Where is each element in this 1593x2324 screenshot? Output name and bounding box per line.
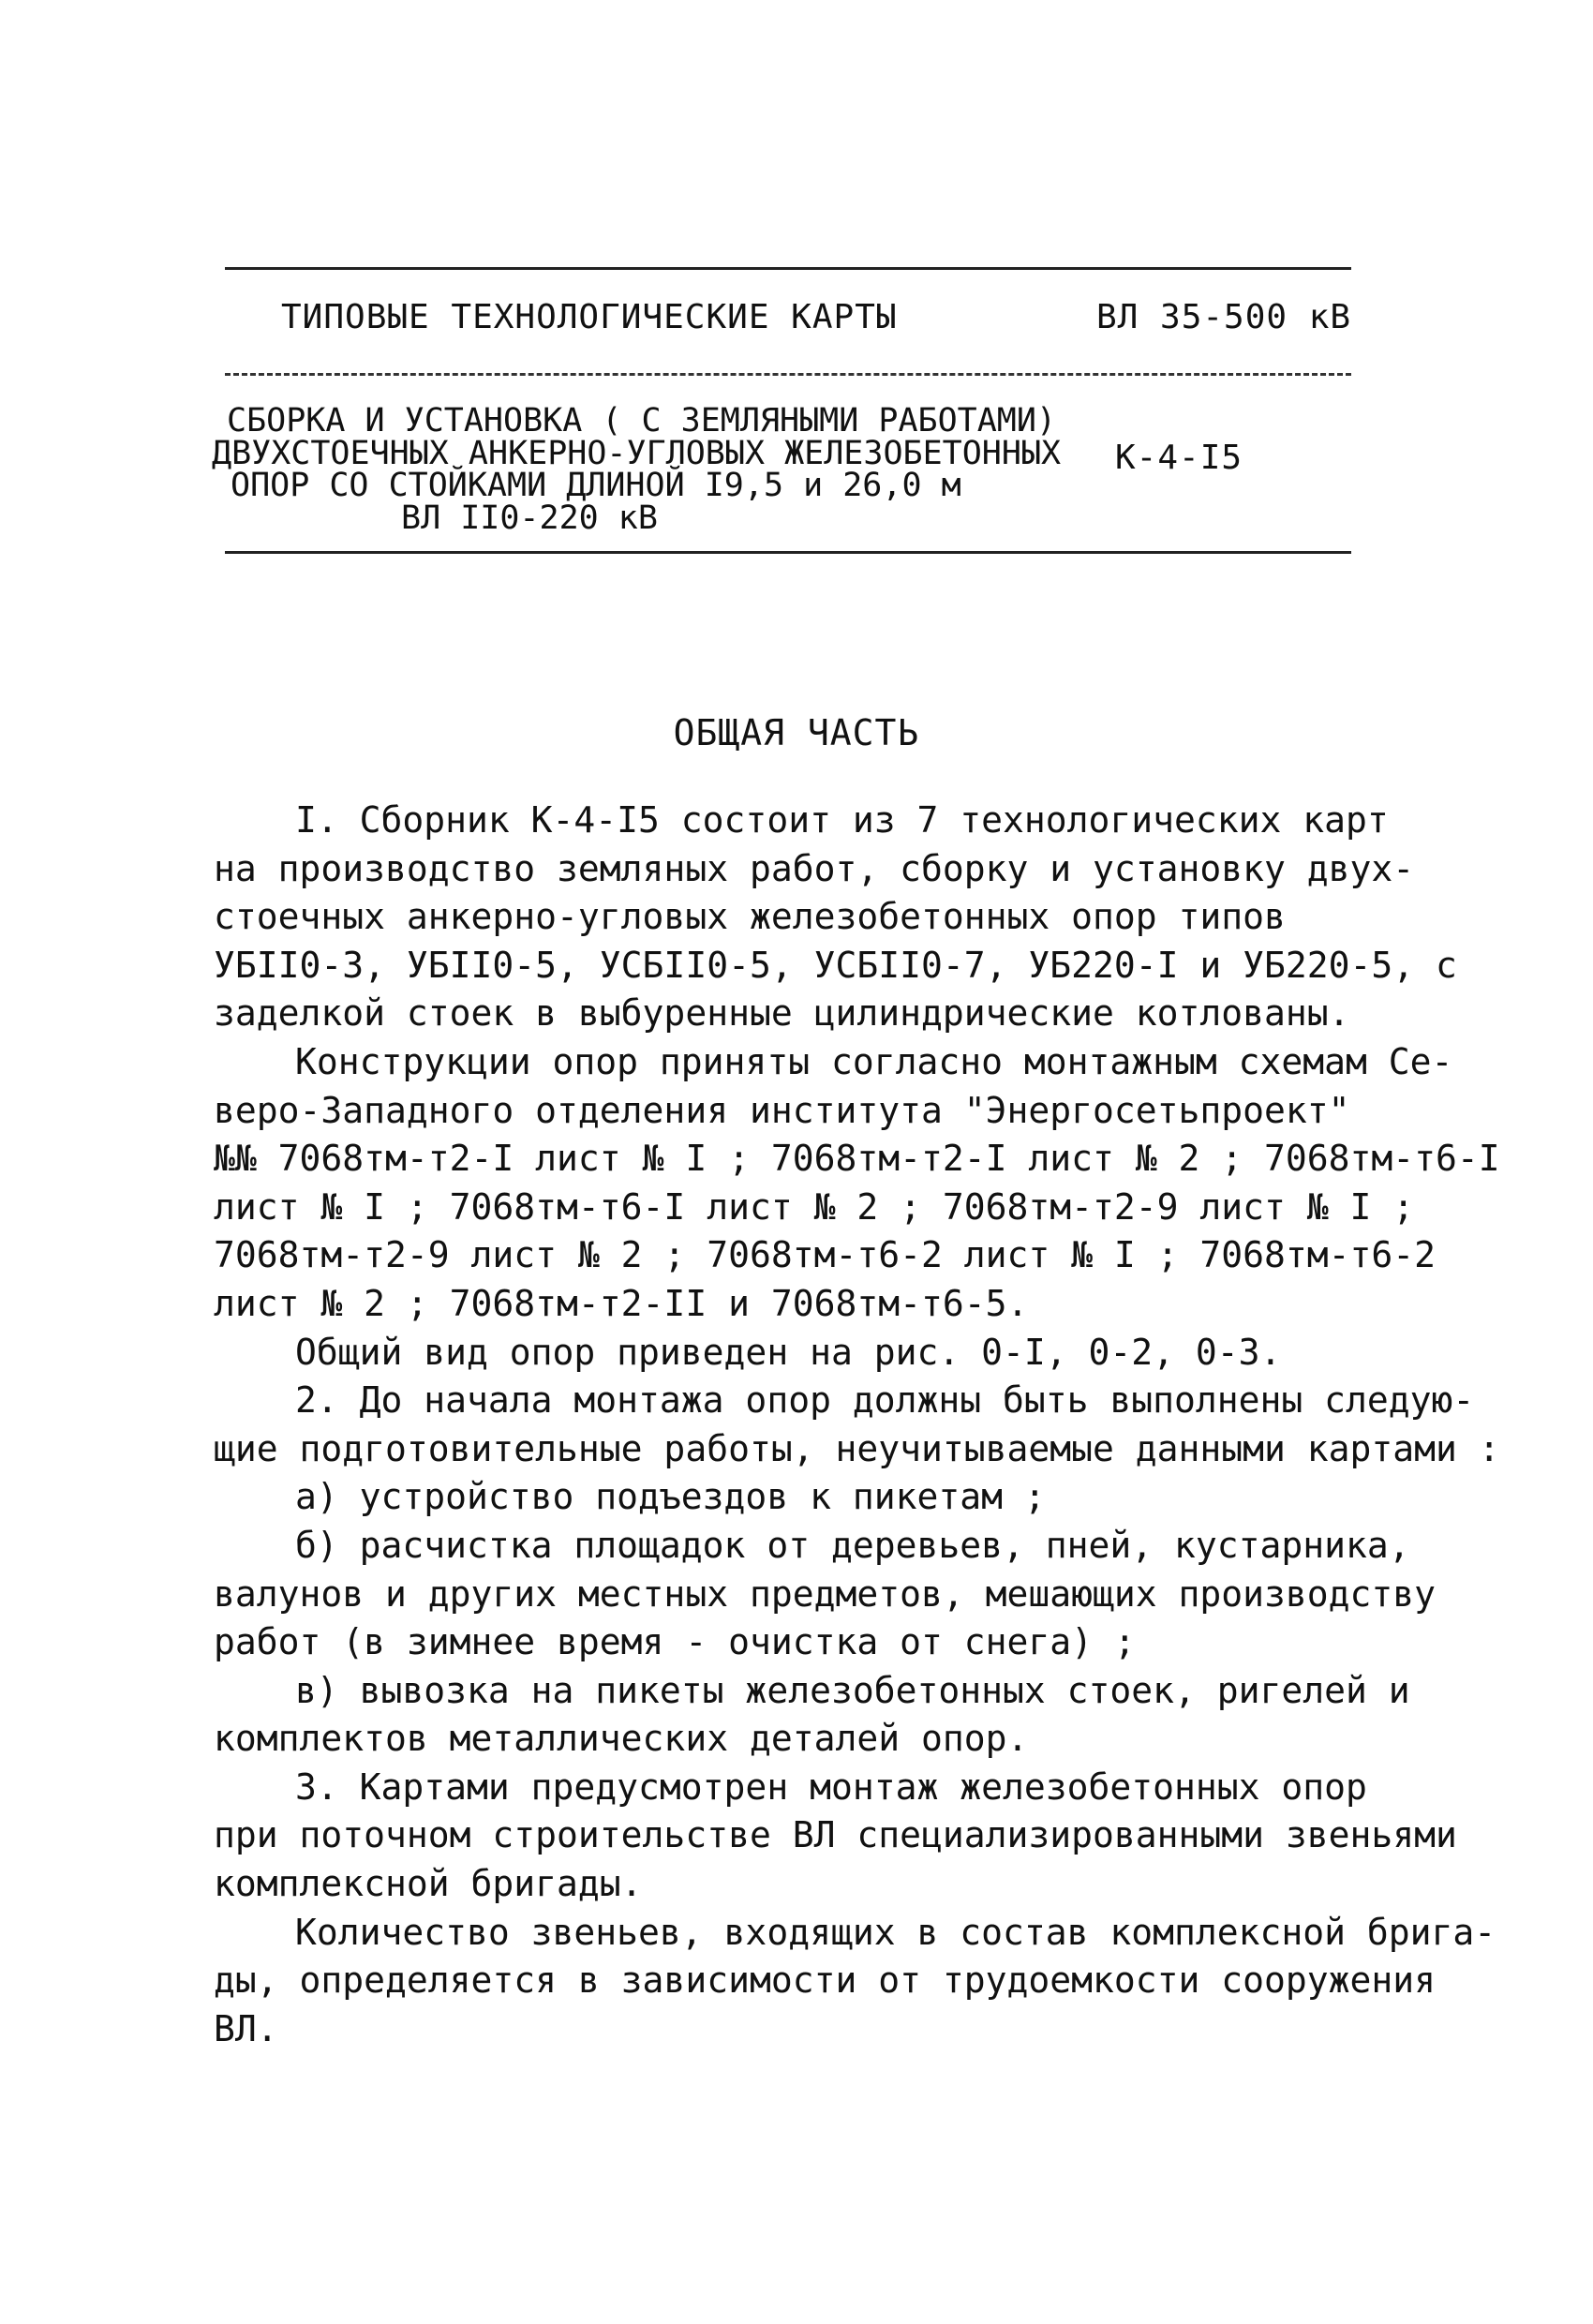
body-line: при поточном строительстве ВЛ специализированными звеньями — [214, 1814, 1457, 1856]
body-line: Конструкции опор приняты согласно монтажным схемам Се- — [295, 1040, 1453, 1082]
body-line: на производство земляных работ, сборку и установку двух- — [214, 847, 1415, 889]
title-line-3: ОПОР СО СТОЙКАМИ ДЛИНОЙ I9,5 и 26,0 м — [231, 467, 961, 504]
title-rule — [225, 551, 1351, 554]
body-line: ды, определяется в зависимости от трудоемкости сооружения — [214, 1959, 1437, 2002]
body-line: комплексной бригады. — [214, 1863, 643, 1905]
body-line: Общий вид опор приведен на рис. 0-I, 0-2, 0-3. — [295, 1331, 1282, 1373]
body-line: валунов и других местных предметов, мешающих производству — [214, 1572, 1437, 1615]
body-line: щие подготовительные работы, неучитываемые данными картами : — [214, 1427, 1500, 1469]
body-line: веро-Западного отделения института "Энергосетьпроект" — [214, 1089, 1350, 1131]
body-text — [214, 797, 1500, 2053]
header-right: ВЛ 35-500 кВ — [1096, 298, 1352, 336]
body-line: лист № I ; 7068тм-т6-I лист № 2 ; 7068тм-т2-9 лист № I ; — [214, 1185, 1415, 1228]
body-line: комплектов металлических деталей опор. — [214, 1718, 1029, 1760]
doc-code: К-4-I5 — [1115, 439, 1243, 477]
body-line: УБII0-3, УБII0-5, УСБII0-5, УСБII0-7, УБ220-I и УБ220-5, с — [214, 944, 1457, 986]
body-line: 2. До начала монтажа опор должны быть выполнены следую- — [295, 1379, 1475, 1422]
body-line: I. Сборник К-4-I5 состоит из 7 технологических карт — [295, 799, 1389, 841]
body-line: ВЛ. — [214, 2007, 278, 2049]
body-line: 7068тм-т2-9 лист № 2 ; 7068тм-т6-2 лист № I ; 7068тм-т6-2 — [214, 1234, 1437, 1276]
body-line: заделкой стоек в выбуренные цилиндрические котлованы. — [214, 992, 1350, 1035]
header-rule — [225, 373, 1351, 376]
body-line: в) вывозка на пикеты железобетонных стоек, ригелей и — [295, 1669, 1410, 1711]
title-line-4: ВЛ II0-220 кВ — [401, 499, 658, 537]
body-line: Количество звеньев, входящих в состав комплексной брига- — [295, 1911, 1496, 1953]
body-line: №№ 7068тм-т2-I лист № I ; 7068тм-т2-I лист № 2 ; 7068тм-т6-I — [214, 1138, 1500, 1180]
title-line-2: ДВУХСТОЕЧНЫХ АНКЕРНО-УГЛОВЫХ ЖЕЛЕЗОБЕТОННЫХ — [212, 435, 1062, 472]
body-line: б) расчистка площадок от деревьев, пней, кустарника, — [295, 1524, 1410, 1566]
header-left: ТИПОВЫЕ ТЕХНОЛОГИЧЕСКИЕ КАРТЫ — [281, 298, 898, 336]
title-line-1: СБОРКА И УСТАНОВКА ( С ЗЕМЛЯНЫМИ РАБОТАМИ) — [227, 402, 1057, 439]
body-line: работ (в зимнее время - очистка от снега) ; — [214, 1621, 1136, 1663]
body-line: стоечных анкерно-угловых железобетонных опор типов — [214, 896, 1286, 938]
section-title: ОБЩАЯ ЧАСТЬ — [673, 712, 920, 753]
body-line: лист № 2 ; 7068тм-т2-II и 7068тм-т6-5. — [214, 1282, 1029, 1324]
top-rule — [225, 267, 1351, 270]
body-line: а) устройство подъездов к пикетам ; — [295, 1476, 1046, 1518]
body-line: 3. Картами предусмотрен монтаж железобетонных опор — [295, 1765, 1367, 1808]
